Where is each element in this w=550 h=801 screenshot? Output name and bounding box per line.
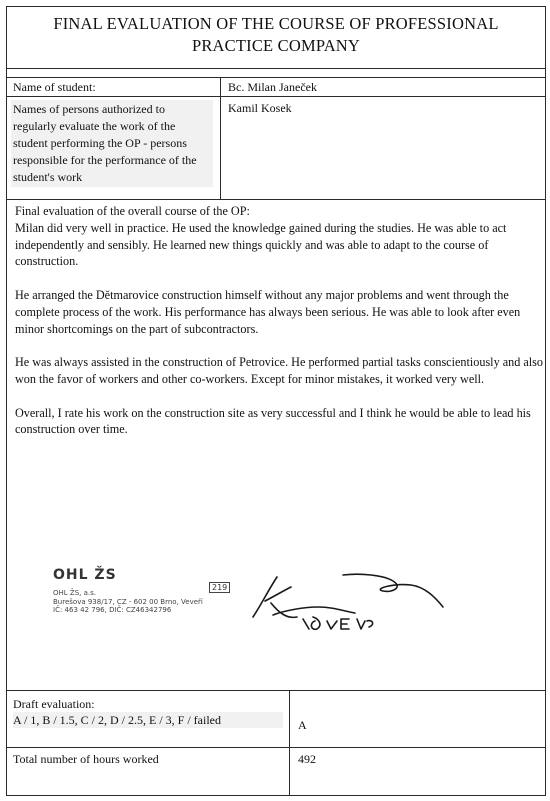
- title-line-1: FINAL EVALUATION OF THE COURSE OF PROFESSIONAL: [53, 14, 499, 33]
- draft-evaluation-label: Draft evaluation:: [13, 697, 95, 711]
- divider: [220, 77, 221, 199]
- signature-icon: [243, 567, 453, 637]
- divider: [7, 747, 545, 748]
- divider: [7, 199, 545, 200]
- divider: [7, 690, 545, 691]
- evaluators-label: Names of persons authorized to regularly evaluate the work of the student performing the OP - persons responsible for the performance of the student's work: [11, 100, 213, 187]
- form-title: [7, 7, 545, 68]
- evaluation-heading: Final evaluation of the overall course of the OP:: [15, 204, 250, 218]
- evaluation-text: [15, 203, 543, 455]
- student-name-label: Name of student:: [13, 80, 96, 94]
- evaluation-paragraph: Milan did very well in practice. He used the knowledge gained during the studies. He was able to act independently and sensibly. He learned new things quickly and was able to adapt to the course of construction.: [15, 220, 507, 269]
- evaluation-form: [6, 6, 546, 796]
- stamp-number: 219: [209, 582, 230, 593]
- stamp-address: Burešova 938/17, CZ - 602 00 Brno, Veveří: [53, 597, 203, 606]
- evaluation-paragraph: Overall, I rate his work on the construction site as very successful and I think he would be able to lead his construction over time.: [15, 405, 531, 437]
- title-line-2: PRACTICE COMPANY: [191, 36, 361, 55]
- hours-value: 492: [298, 752, 316, 766]
- divider: [7, 96, 545, 97]
- divider: [7, 77, 545, 78]
- evaluation-paragraph: He was always assisted in the construction of Petrovice. He performed partial tasks conscientiously and also won the favor of workers and other co-workers. Except for minor mistakes, it worked very well.: [15, 355, 543, 386]
- divider: [289, 690, 290, 796]
- stamp-ids: IČ: 463 42 796, DIČ: CZ46342796: [53, 606, 172, 614]
- draft-evaluation-value: A: [298, 718, 307, 732]
- grading-scale: A / 1, B / 1.5, C / 2, D / 2.5, E / 3, F / failed: [13, 712, 283, 728]
- evaluators-value: Kamil Kosek: [228, 101, 292, 115]
- hours-label: Total number of hours worked: [13, 752, 159, 766]
- company-stamp: [53, 567, 253, 627]
- divider: [7, 68, 545, 69]
- student-name-value: Bc. Milan Janeček: [228, 80, 317, 94]
- evaluation-paragraph: He arranged the Dětmarovice construction himself without any major problems and went through the complete process of the work. His performance has always been serious. He was able to look after even minor shortcomings on the part of subcontractors.: [15, 287, 521, 336]
- stamp-logo: OHL ŽS: [53, 567, 117, 583]
- stamp-company: OHL ŽS, a.s.: [53, 589, 96, 597]
